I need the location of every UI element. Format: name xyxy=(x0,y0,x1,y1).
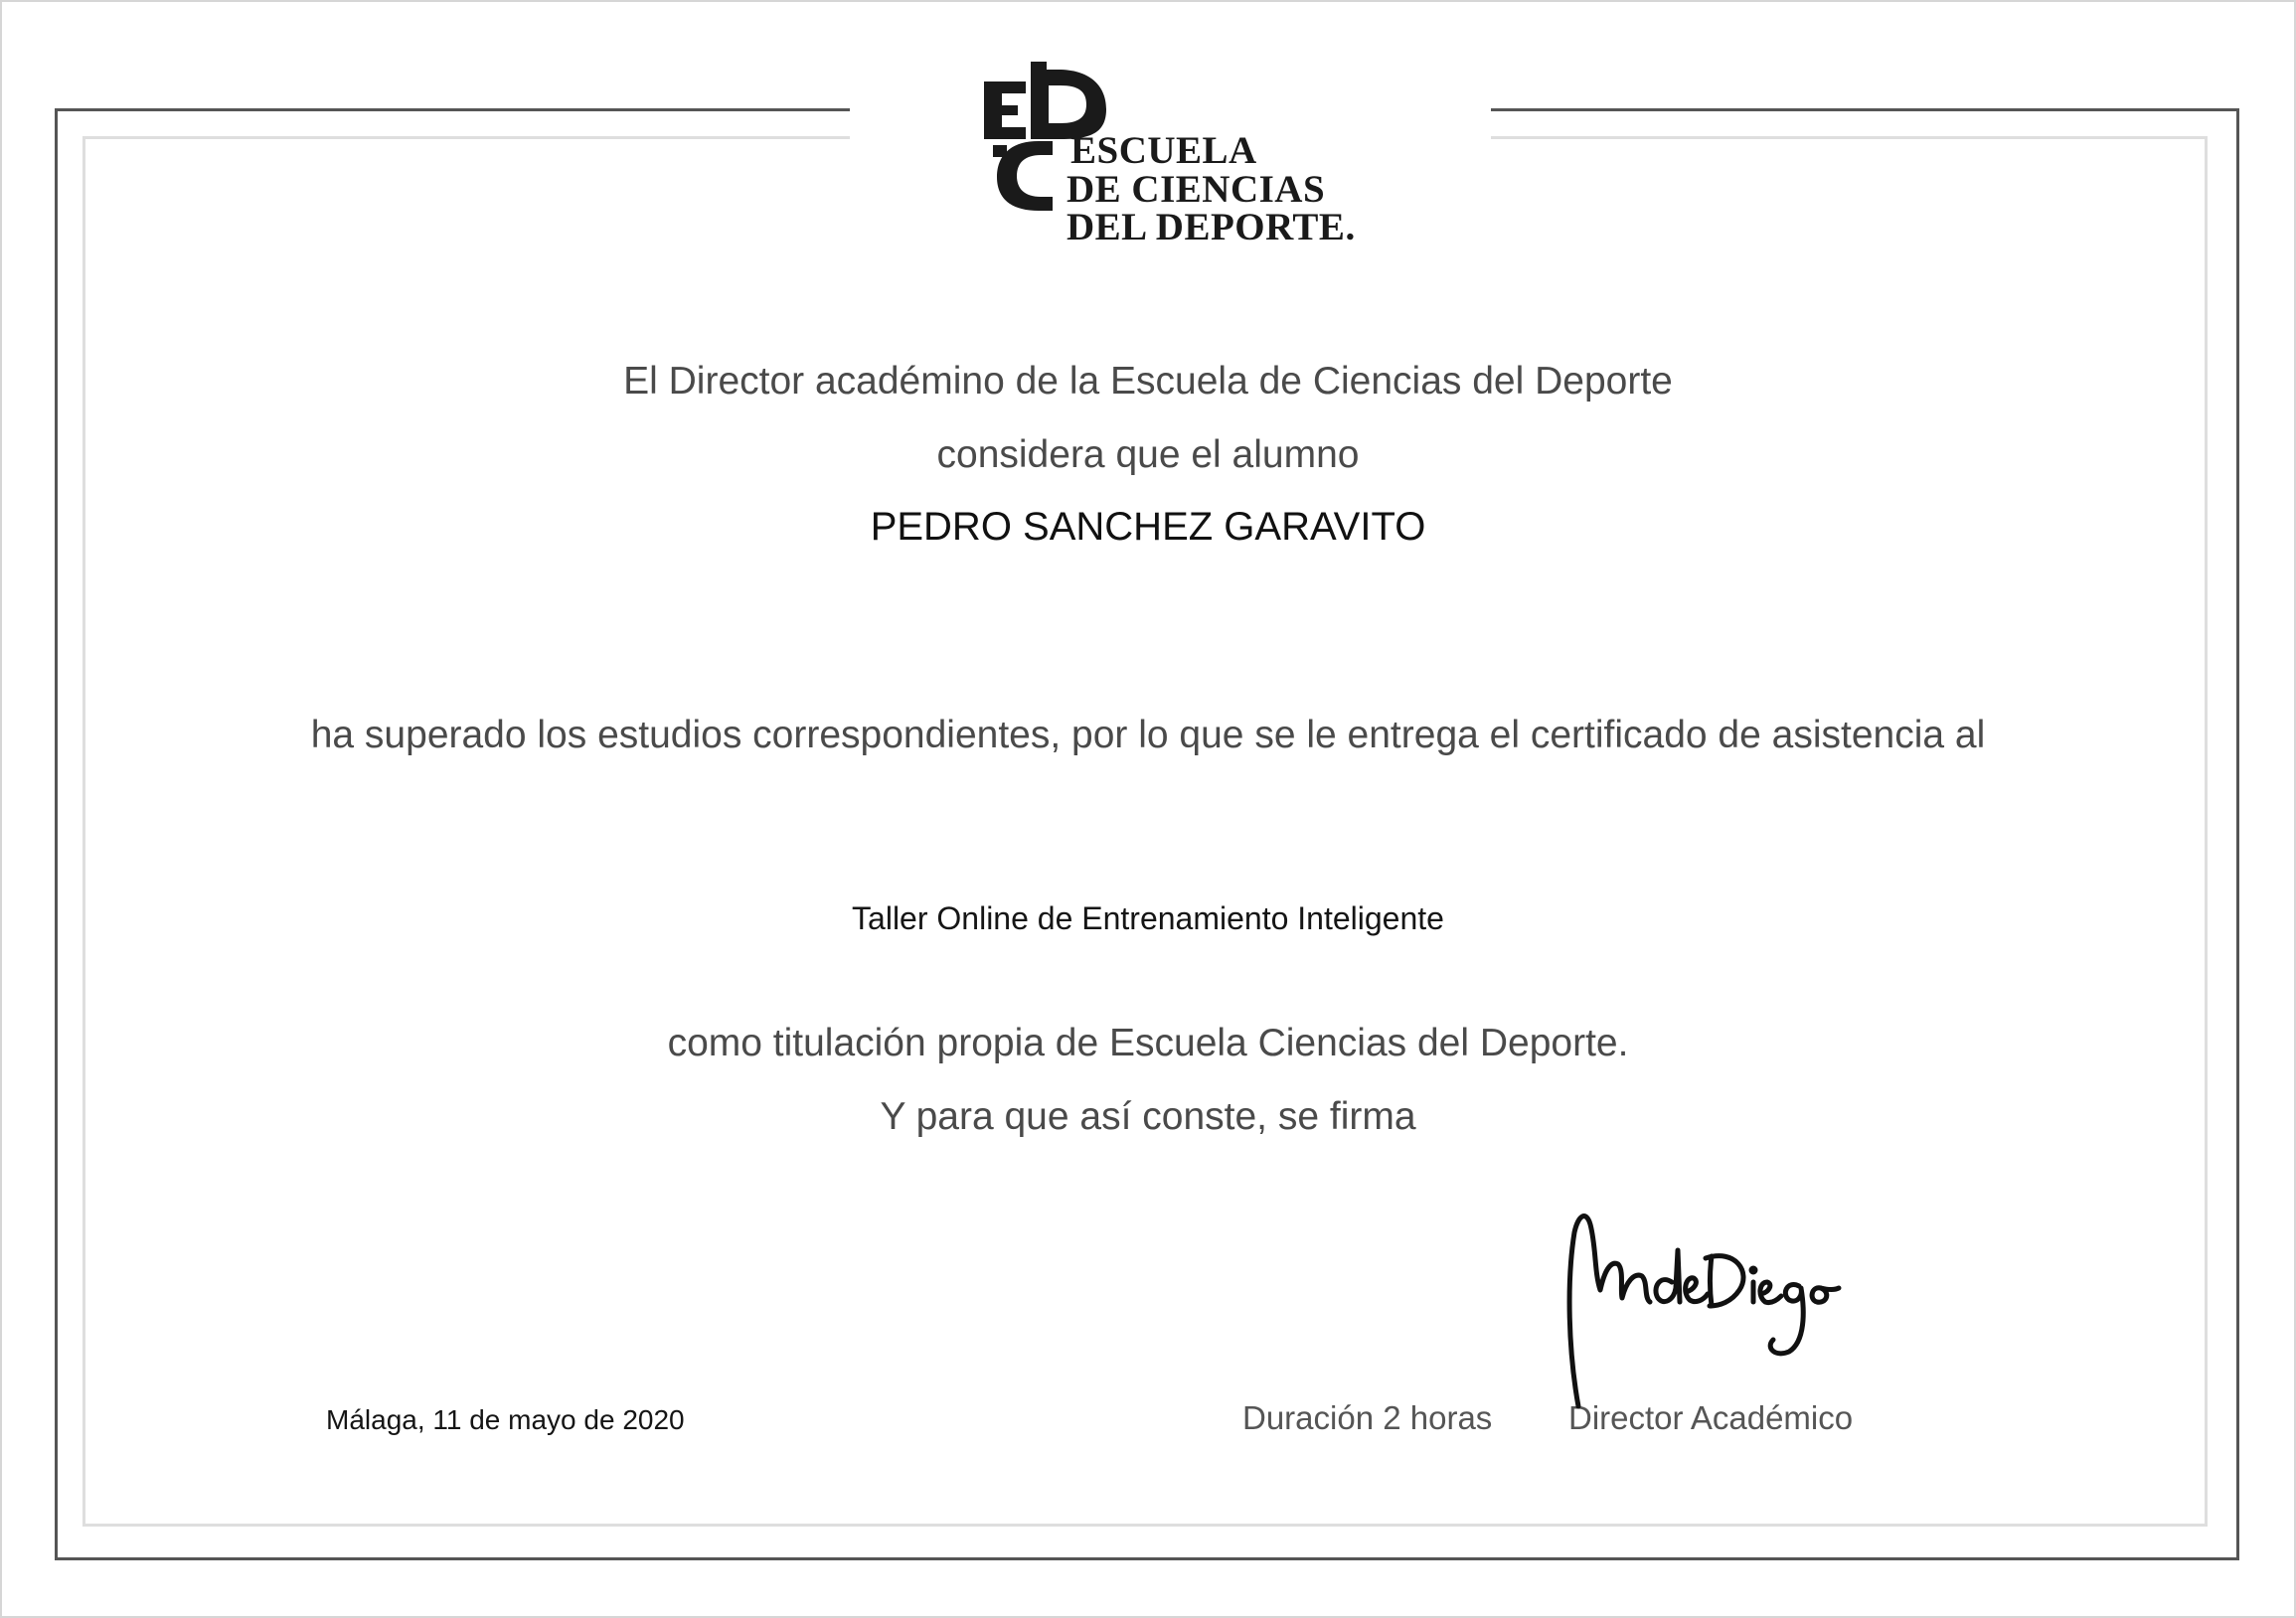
closing-line-titulacion: como titulación propia de Escuela Ciencias del Deporte. xyxy=(667,1022,1629,1064)
logo-line-de-ciencias: DE CIENCIAS xyxy=(1066,168,1326,211)
intro-line-director: El Director académino de la Escuela de Ciencias del Deporte xyxy=(623,360,1673,403)
closing-line-firma: Y para que así conste, se firma xyxy=(880,1095,1416,1138)
logo-line-del-deporte: DEL DEPORTE. xyxy=(1066,206,1356,248)
handwritten-signature-icon xyxy=(1560,1203,1849,1421)
certificate-inner-frame xyxy=(82,136,2208,1527)
place-date: Málaga, 11 de mayo de 2020 xyxy=(326,1404,685,1435)
certificate-body-line: ha superado los estudios correspondientes, por lo que se le entrega el certificado de asistencia al xyxy=(310,714,1986,756)
logo-line-escuela: ESCUELA xyxy=(1070,129,1257,172)
course-name: Taller Online de Entrenamiento Inteligente xyxy=(852,900,1444,936)
signer-title: Director Académico xyxy=(1568,1399,1854,1436)
course-duration: Duración 2 horas xyxy=(1242,1399,1493,1436)
intro-line-alumno: considera que el alumno xyxy=(936,433,1360,476)
school-logo xyxy=(979,60,1377,248)
student-name: PEDRO SANCHEZ GARAVITO xyxy=(870,505,1426,549)
director-signature xyxy=(1560,1203,1849,1421)
